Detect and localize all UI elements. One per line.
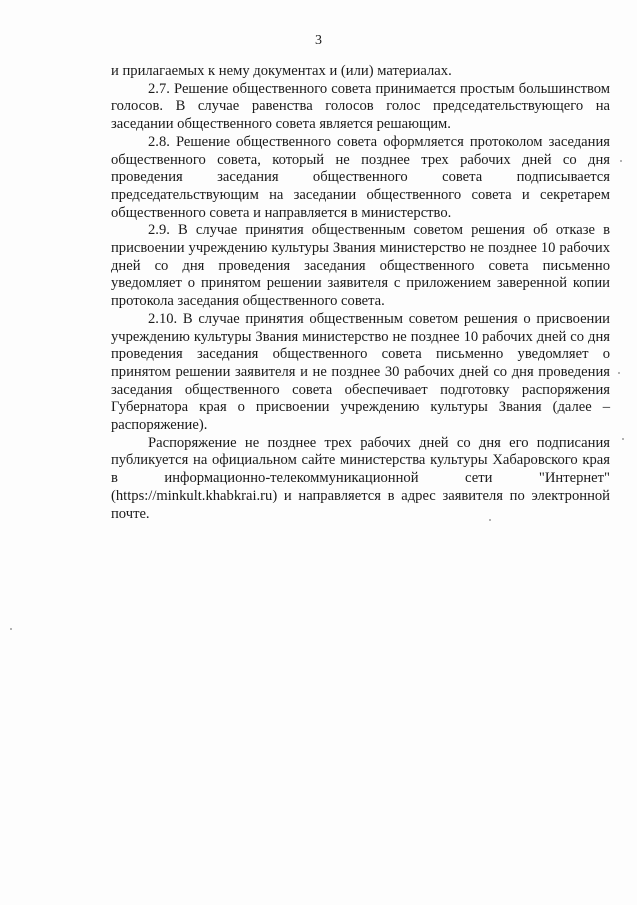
scan-speck bbox=[489, 519, 491, 521]
scan-speck bbox=[620, 160, 622, 162]
paragraph-clause-2-8: 2.8. Решение общественного совета оформляется протоколом заседания общественного совета, который не позднее трех рабочих дней со дня проведения заседания общественного совета подписывается председательствующим на заседании общественного совета и секретарем общественного совета и направляется в министерство. bbox=[111, 133, 610, 221]
paragraph-continuation: и прилагаемых к нему документах и (или) материалах. bbox=[111, 63, 452, 79]
document-body bbox=[111, 63, 610, 523]
scan-speck bbox=[618, 372, 620, 374]
paragraph-publication: Распоряжение не позднее трех рабочих дней со дня его подписания публикуется на официальном сайте министерства культуры Хабаровского края в информационно-телекоммуникационной сети "Интернет" (https://minkult.khabkrai.ru) и направляется в адрес заявителя по электронной почте. bbox=[111, 434, 610, 522]
scan-speck bbox=[622, 438, 624, 440]
scan-speck bbox=[10, 628, 12, 630]
page-number: 3 bbox=[315, 33, 322, 48]
paragraph-clause-2-9: 2.9. В случае принятия общественным советом решения об отказе в присвоении учреждению культуры Звания министерство не позднее 10 рабочих дней со дня проведения заседания общественного совета письменно уведомляет о принятом решении заявителя с приложением заверенной копии протокола заседания общественного совета. bbox=[111, 222, 610, 310]
paragraph-clause-2-7: 2.7. Решение общественного совета принимается простым большинством голосов. В случае равенства голосов голос председательствующего на заседании общественного совета является решающим. bbox=[111, 80, 610, 133]
paragraph-clause-2-10: 2.10. В случае принятия общественным советом решения о присвоении учреждению культуры Звания министерство не позднее 10 рабочих дней со дня проведения заседания общественного совета письменно уведомляет о принятом решении заявителя и не позднее 30 рабочих дней со дня проведения заседания общественного совета обеспечивает подготовку распоряжения Губернатора края о присвоении учреждению культуры Звания (далее – распоряжение). bbox=[111, 310, 610, 434]
